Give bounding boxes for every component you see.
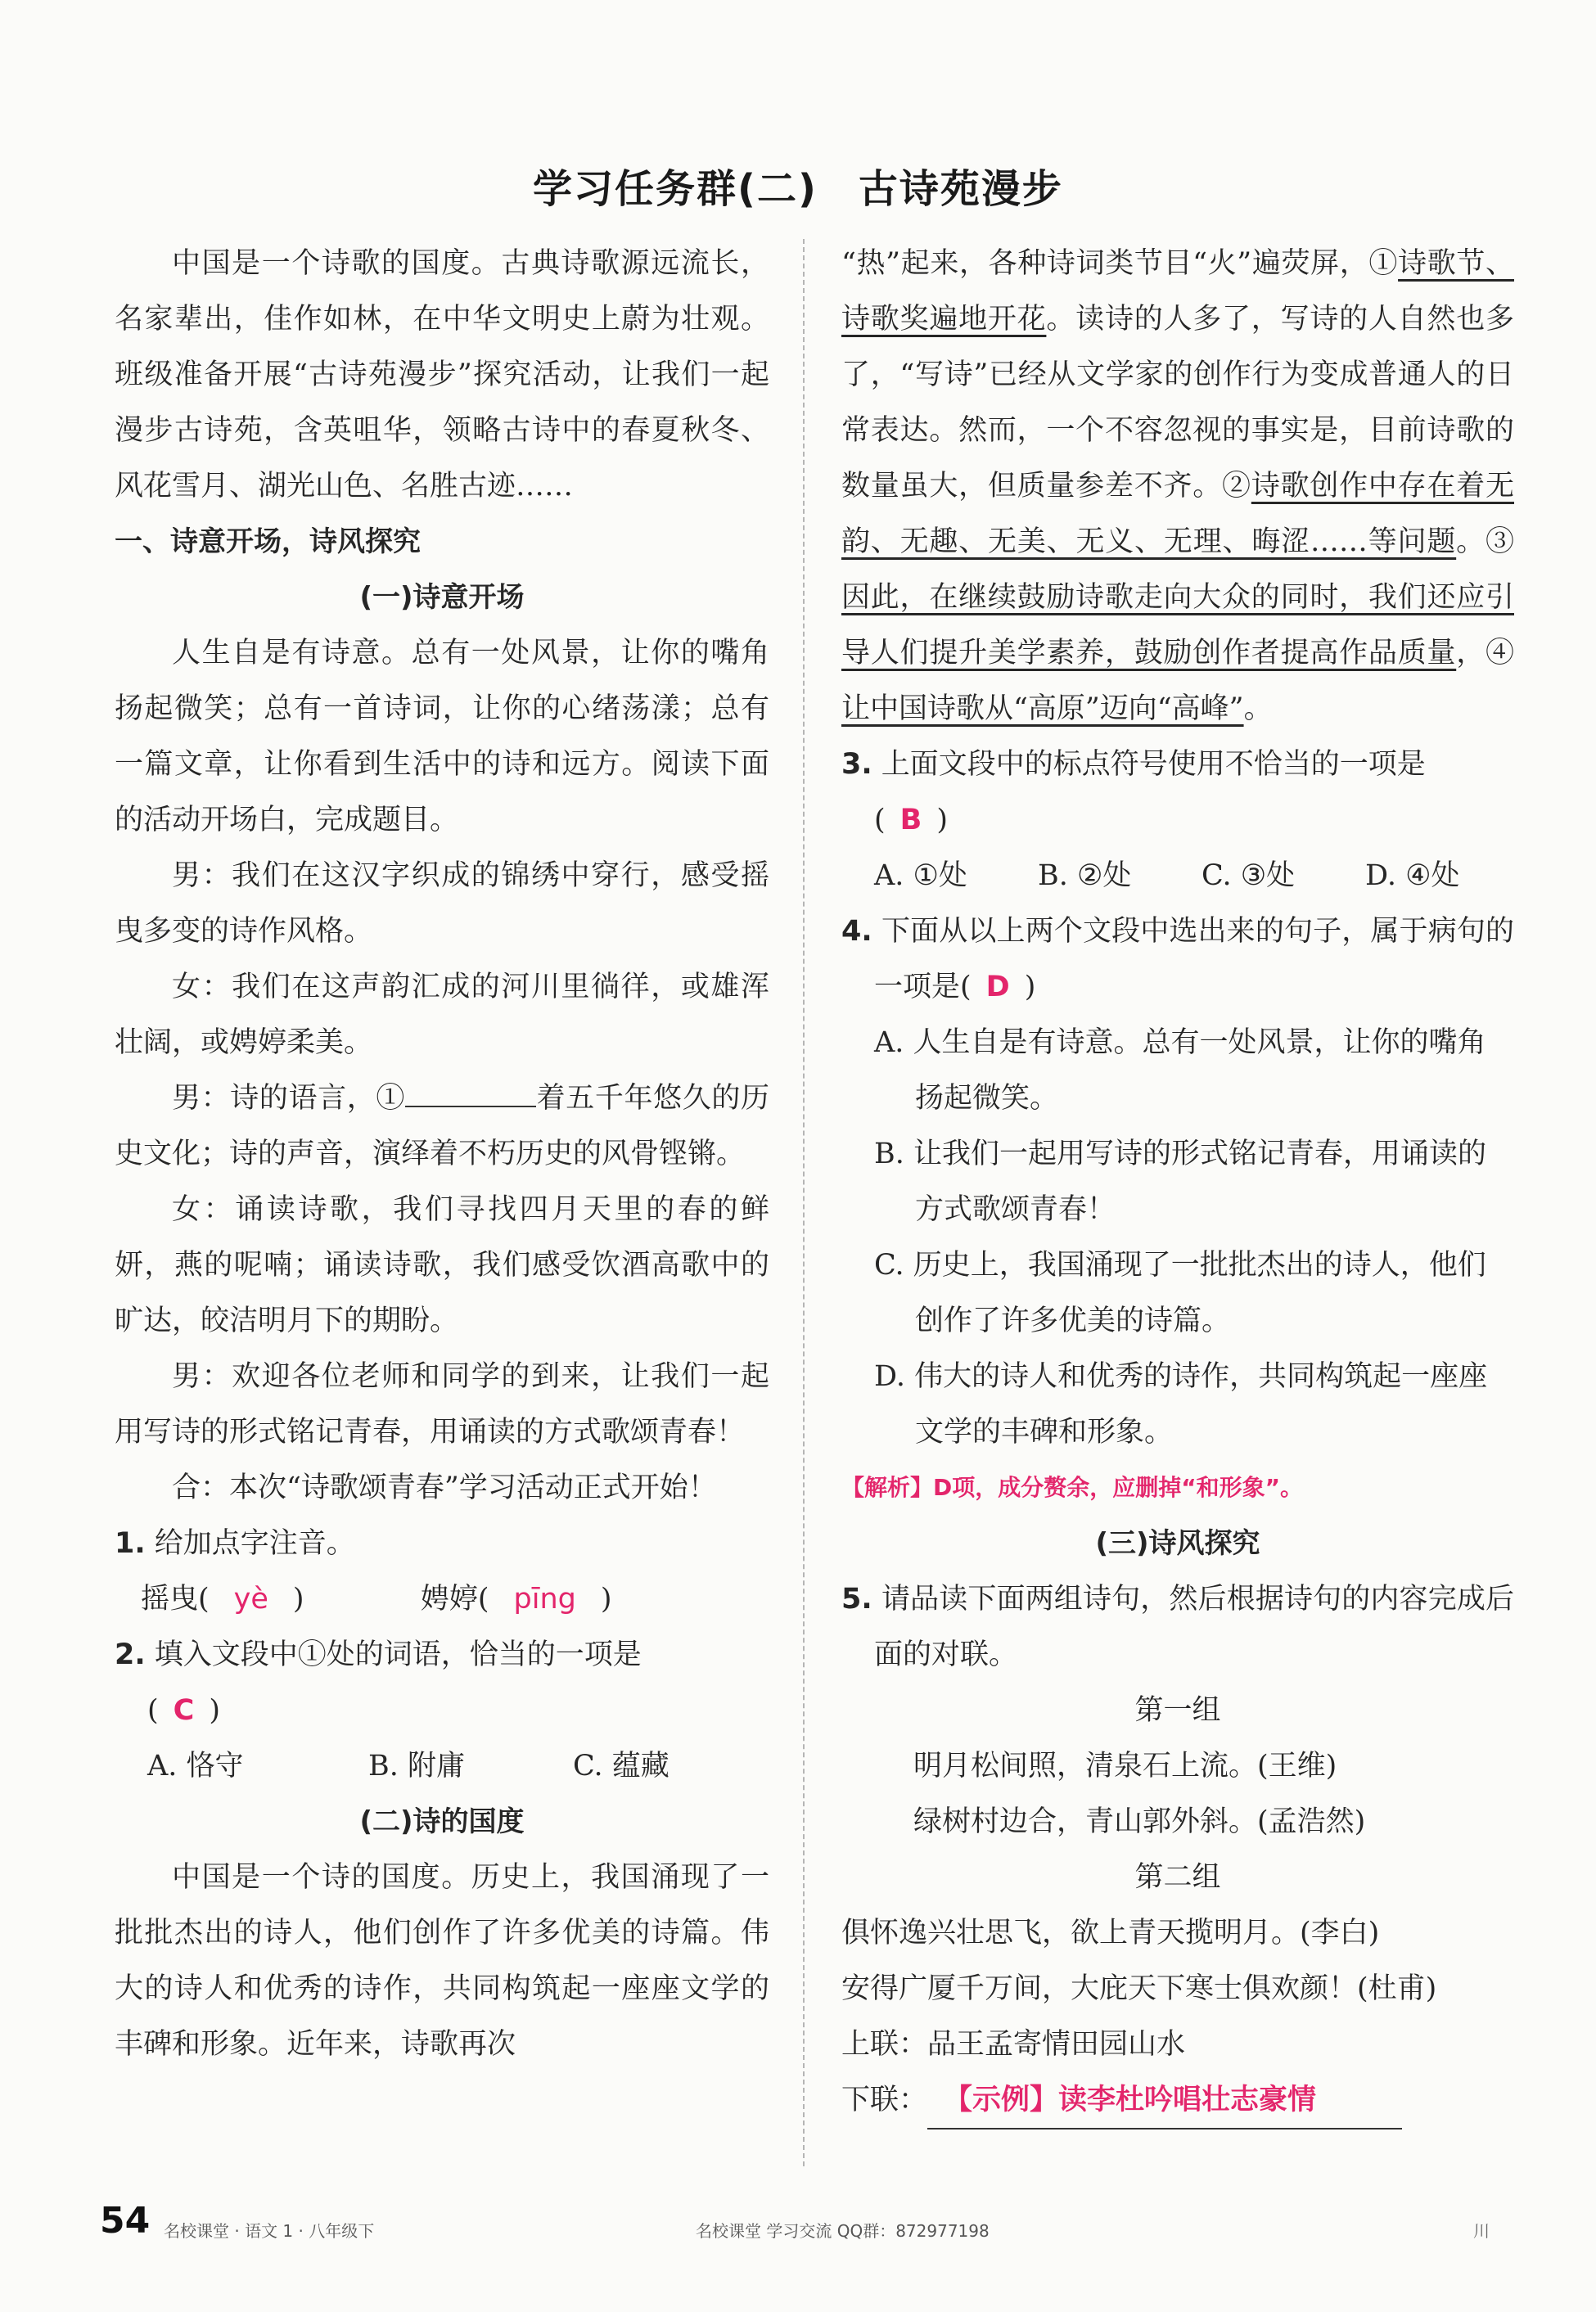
option-a: A. 人生自是有诗意。总有一处风景，让你的嘴角扬起微笑。 [874,1026,1486,1115]
group-2-label: 第二组 [1134,1861,1221,1894]
page-title: 学习任务群(二) 古诗苑漫步 [533,166,1063,212]
opening-paragraph: 人生自是有诗意。总有一处风景，让你的嘴角扬起微笑；总有一首诗词，让你的心绪荡漾；总有一篇文章，让你看到生活中的诗和远方。阅读下面的活动开场白，完成题目。 [115,637,769,836]
dialog-line-male-3: 男：欢迎各位老师和同学的到来，让我们一起用写诗的形式铭记青春，用诵读的方式歌颂青春！ [115,1360,769,1449]
dialog-line-male-1: 男：我们在这汉字织成的锦绣中穿行，感受摇曳多变的诗作风格。 [115,859,769,948]
option-b: B. ②处 [1038,859,1132,892]
option-c: C. 历史上，我国涌现了一批批杰出的诗人，他们创作了许多优美的诗篇。 [874,1249,1486,1337]
underlined-sentence-4: 让中国诗歌从“高原”迈向“高峰” [841,692,1244,725]
subsection-heading-3: (三)诗风探究 [1095,1527,1260,1560]
phonetic-answers [115,1571,769,1627]
poetry-nation-paragraph: 中国是一个诗的国度。历史上，我国涌现了一批批杰出的诗人，他们创作了许多优美的诗篇。伟大的诗人和优秀的诗作，共同构筑起一座座文学的丰碑和形象。近年来，诗歌再次 [115,1861,769,2061]
poem-line: 绿树村边合，青山郭外斜。(孟浩然) [913,1805,1366,1838]
paragraph-text: 。读诗的人多了，写诗的人自然也多了，“写诗”已经从文学家的创作行为变成普通人的日常表达。然而，一个不容忽视的事实是，目前诗歌的数量虽大，但质量参差不齐。② [841,303,1514,503]
answer-mark: D [985,971,1010,1003]
word-2: 娉婷( [420,1583,489,1616]
section-heading: 一、诗意开场，诗风探究 [115,525,421,558]
paren-close: ) [600,1583,612,1616]
subsection-heading-1: (一)诗意开场 [359,581,525,614]
option-a: A. 恪守 [147,1750,244,1782]
question-text: 上面文段中的标点符号使用不恰当的一项是 [881,748,1426,781]
lower-couplet [841,2072,1514,2129]
group-1-label: 第一组 [1134,1694,1221,1727]
page-number: 54 [100,2200,151,2242]
question-text: 下面从以上两个文段中选出来的句子，属于病句的一项是( [874,915,1514,1003]
upper-couplet [841,2017,1514,2072]
paren-close: ) [292,1583,304,1616]
option-list [841,1015,1514,1460]
upper-couplet-text: 品王孟寄情田园山水 [927,2028,1186,2061]
answer-mark: B [899,804,922,836]
question-text: 填入文段中①处的词语，恰当的一项是 [154,1638,642,1671]
answer-line: ( B ) [874,804,948,836]
subsection-heading-2: (二)诗的国度 [359,1805,525,1838]
lower-couplet-label: 下联： [841,2084,928,2116]
question-1 [115,1516,769,1571]
fill-blank [405,1081,536,1107]
question-4: 4. 下面从以上两个文段中选出来的句子，属于病句的一项是( D ) [841,915,1514,1003]
left-column [115,236,769,2072]
underlined-sentence-3: 因此，在继续鼓励诗歌走向大众的同时，我们还应引导人们提升美学素养，鼓励创作者提高作品质量 [841,581,1514,669]
question-number: 5. [841,1583,872,1616]
word-1: 摇曳( [141,1583,210,1616]
dialog-line-together: 合：本次“诗歌颂青春”学习活动正式开始！ [172,1471,717,1504]
footer-book-info: 名校课堂 · 语文 1 · 八年级下 [164,2221,375,2241]
question-3 [841,737,1514,792]
poetry-nation-paragraph-cont [841,236,1514,737]
answer-line: ( C ) [147,1694,220,1727]
dialog-line-male-2 [115,1070,769,1182]
question-2 [115,1627,769,1683]
option-b: B. 附庸 [368,1750,465,1782]
footer-group-info: 名校课堂 学习交流 QQ群：872977198 [696,2221,990,2241]
poem-line: 俱怀逸兴壮思飞，欲上青天揽明月。(李白) [841,1917,1380,1949]
dialog-text: 着五千年悠久的历史文化；诗的声音，演绎着不朽历史的风骨铿锵。 [115,1082,769,1170]
dialog-text: 男：诗的语言，① [172,1082,405,1115]
footer-region-mark: 川 [1473,2221,1490,2241]
option-d: D. ④处 [1365,859,1460,892]
underlined-sentence-2: 诗歌创作中存在着无韵、无趣、无美、无义、无理、晦涩……等问题 [841,470,1514,558]
answer-mark: C [173,1694,195,1727]
lower-couplet-answer: 【示例】读李杜吟唱壮志豪情 [927,2072,1402,2129]
question-5 [841,1571,1514,1683]
paragraph-text: 。③ [1456,525,1514,558]
underlined-sentence-1: 诗歌节、诗歌奖遍地开花 [841,247,1514,336]
option-c: C. 蕴藏 [573,1750,670,1782]
question-number: 1. [115,1527,146,1560]
options-row [115,1738,769,1794]
dialog-line-female-1: 女：我们在这声韵汇成的河川里徜徉，或雄浑壮阔，或娉婷柔美。 [115,971,769,1059]
paragraph-text: “热”起来，各种诗词类节目“火”遍荧屏，① [841,247,1399,280]
option-d: D. 伟大的诗人和优秀的诗作，共同构筑起一座座文学的丰碑和形象。 [874,1360,1488,1449]
column-divider [803,239,805,2166]
analysis-note: 【解析】D项，成分赘余，应删掉“和形象”。 [841,1474,1304,1501]
options-row [841,848,1514,904]
intro-paragraph: 中国是一个诗歌的国度。古典诗歌源远流长，名家辈出，佳作如林，在中华文明史上蔚为壮观。班级准备开展“古诗苑漫步”探究活动，让我们一起漫步古诗苑，含英咀华，领略古诗中的春夏秋冬、风花雪月、湖光山色、名胜古迹…… [115,247,769,503]
upper-couplet-label: 上联： [841,2028,928,2061]
pinyin-answer-2: pīng [513,1583,576,1616]
right-column [841,236,1514,2129]
poem-line: 安得广厦千万间，大庇天下寒士俱欢颜！(杜甫) [841,1972,1437,2005]
question-text: 请品读下面两组诗句，然后根据诗句的内容完成后面的对联。 [874,1583,1514,1671]
question-number: 2. [115,1638,146,1671]
question-text: 给加点字注音。 [154,1527,355,1560]
option-a: A. ①处 [874,859,967,892]
dialog-line-female-2: 女：诵读诗歌，我们寻找四月天里的春的鲜妍，燕的呢喃；诵读诗歌，我们感受饮酒高歌中的旷达，皎洁明月下的期盼。 [115,1193,769,1337]
paragraph-text: ，④ [1456,637,1514,669]
option-b: B. 让我们一起用写诗的形式铭记青春，用诵读的方式歌颂青春！ [874,1138,1486,1226]
question-number: 4. [841,915,872,948]
pinyin-answer-1: yè [233,1583,268,1616]
poem-line: 明月松间照，清泉石上流。(王维) [913,1750,1337,1782]
question-number: 3. [841,748,872,781]
option-c: C. ③处 [1202,859,1296,892]
paragraph-text: 。 [1243,692,1273,725]
